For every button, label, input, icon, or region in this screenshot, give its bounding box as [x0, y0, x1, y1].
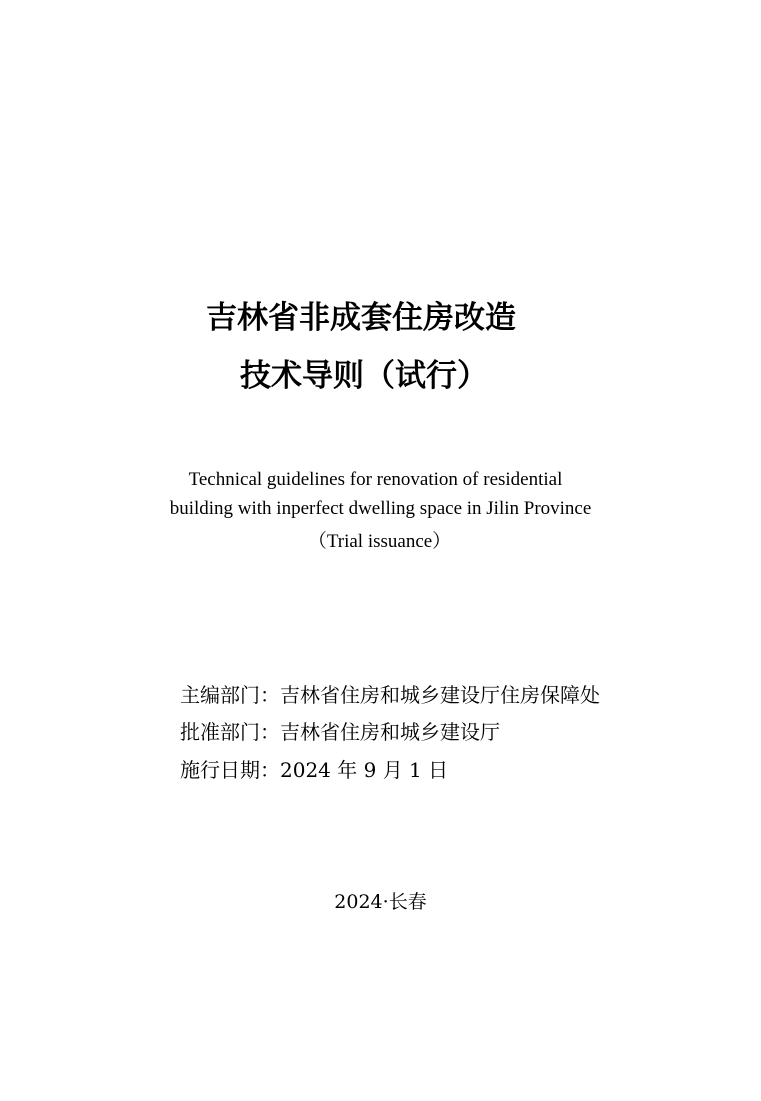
date-label: 施行日期： — [180, 758, 280, 782]
english-title-line-2: building with inperfect dwelling space in Jilin Province — [169, 498, 592, 519]
editor-department — [180, 681, 600, 709]
editor-label: 主编部门： — [180, 683, 280, 707]
english-title-line-3: （Trial issuance） — [307, 531, 452, 552]
place-and-year: 2024·长春 — [334, 891, 427, 913]
editor-value: 吉林省住房和城乡建设厅住房保障处 — [280, 683, 600, 707]
effective-date — [180, 756, 448, 784]
date-value: 2024 年 9 月 1 日 — [280, 758, 449, 782]
chinese-title-line-1: 吉林省非成套住房改造 — [206, 300, 516, 336]
approver-value: 吉林省住房和城乡建设厅 — [280, 720, 500, 744]
chinese-title-line-2: 技术导则（试行） — [240, 358, 488, 394]
english-title-line-1: Technical guidelines for renovation of residential — [188, 469, 563, 490]
approver-label: 批准部门： — [180, 720, 280, 744]
approver-department — [180, 718, 500, 746]
